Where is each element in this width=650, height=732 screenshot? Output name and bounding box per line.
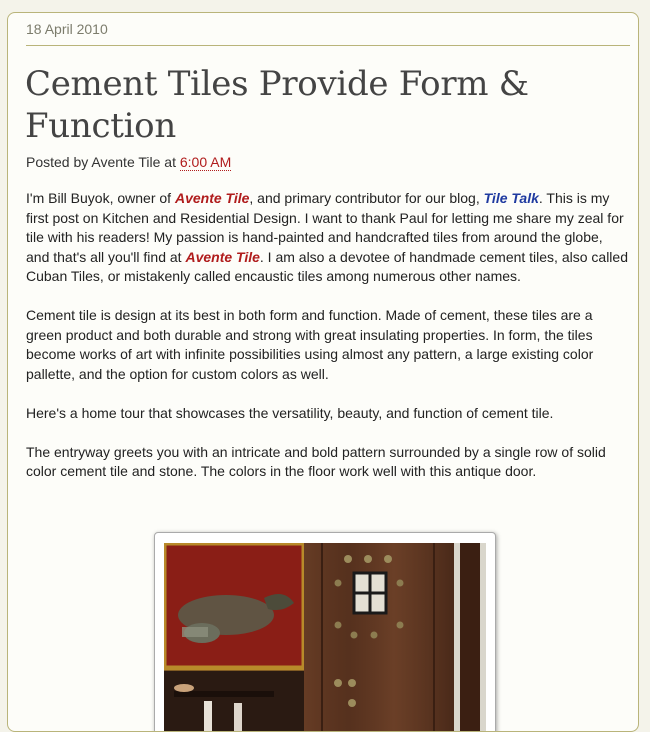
- post-date: 18 April 2010: [26, 21, 108, 37]
- tile-talk-link[interactable]: Tile Talk: [483, 190, 539, 206]
- post-title: Cement Tiles Provide Form & Function: [25, 64, 529, 146]
- avente-tile-link[interactable]: Avente Tile: [174, 190, 250, 206]
- entryway-door-image: [164, 543, 486, 732]
- post-body: [26, 189, 628, 501]
- entryway-photo[interactable]: [164, 543, 486, 732]
- post-time-link[interactable]: 6:00 AM: [179, 154, 232, 170]
- post-card: [7, 12, 639, 732]
- date-divider: [26, 45, 630, 46]
- entryway-photo-frame[interactable]: [154, 532, 496, 732]
- intro-text-3: . This is my first post on Kitchen and Residential Design. I want to thank Paul for letting me share my zeal for tile with his readers! My passion is hand-painted and handcrafted tiles from around the globe, and that's all you'll find at: [26, 190, 624, 265]
- intro-text-2: , and primary contributor for our blog,: [249, 190, 484, 206]
- intro-text-4: . I am also a devotee of handmade cement tiles, also called Cuban Tiles, or mistakenly called encaustic tiles among numerous other names.: [26, 248, 628, 284]
- paragraph-intro: [26, 189, 628, 287]
- post-byline: [26, 154, 231, 170]
- paragraph-entryway: The entryway greets you with an intricate and bold pattern surrounded by a single row of solid color cement tile and stone. The colors in the floor work well with this antique door.: [26, 443, 606, 479]
- byline-prefix: Posted by: [26, 154, 92, 170]
- byline-author: Avente Tile: [91, 154, 161, 170]
- byline-at: at: [160, 154, 180, 170]
- paragraph-home-tour: Here's a home tour that showcases the versatility, beauty, and function of cement tile.: [26, 404, 554, 421]
- avente-tile-link-2[interactable]: Avente Tile: [185, 248, 260, 265]
- paragraph-form-function: Cement tile is design at its best in both form and function. Made of cement, these tiles are a green product and both durable and strong with great insulating properties. In form, the tiles become works of art with infinite possibilities using almost any pattern, a large existing color pallette, and the option for custom colors as well.: [26, 307, 594, 382]
- intro-text-1: I'm Bill Buyok, owner of: [26, 190, 175, 206]
